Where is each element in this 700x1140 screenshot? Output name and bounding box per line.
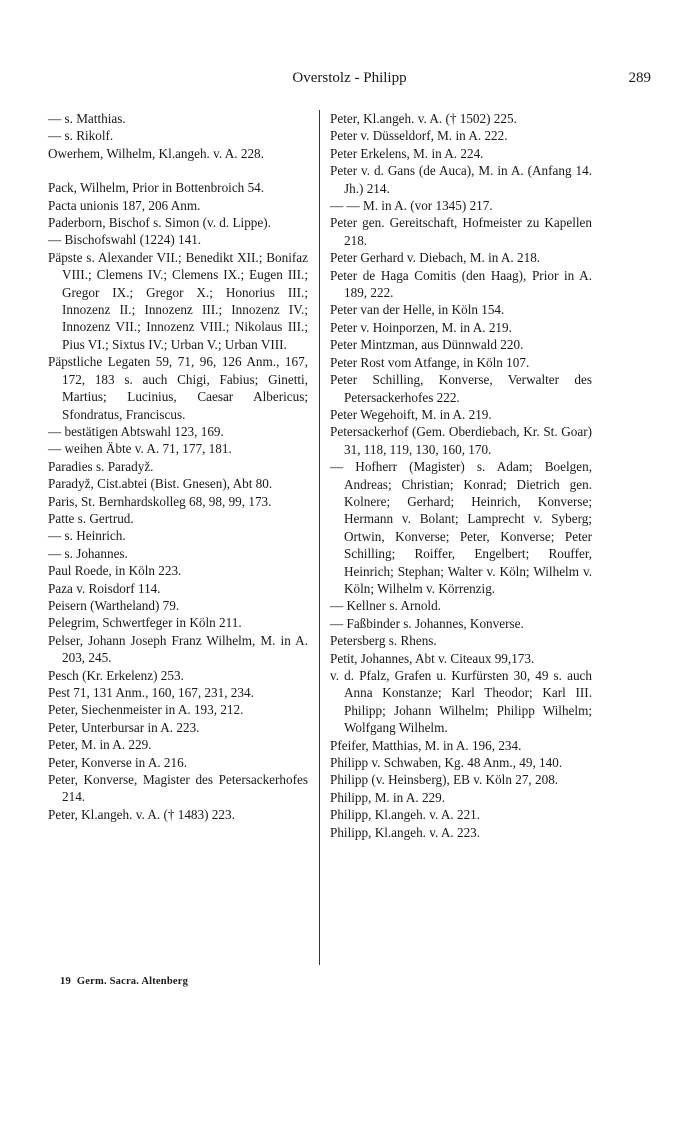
index-entry: Pacta unionis 187, 206 Anm. bbox=[48, 197, 201, 213]
index-entry: Owerhem, Wilhelm, Kl.angeh. v. A. 228. bbox=[48, 145, 264, 161]
index-entry: Peter Rost vom Atfange, in Köln 107. bbox=[330, 354, 530, 370]
index-entry: Peter v. Düsseldorf, M. in A. 222. bbox=[330, 128, 508, 144]
index-entry: Peter Wegehoift, M. in A. 219. bbox=[330, 406, 492, 422]
index-entry: Philipp, Kl.angeh. v. A. 223. bbox=[330, 824, 481, 840]
index-entry: Peter, Kl.angeh. v. A. († 1502) 225. bbox=[330, 111, 517, 126]
section-gap bbox=[48, 162, 308, 179]
index-entry: — Faßbinder s. Johannes, Konverse. bbox=[330, 615, 524, 631]
index-entry: Petit, Johannes, Abt v. Citeaux 99,173. bbox=[330, 650, 535, 666]
index-entry: Peter Schilling, Konverse, Verwalter des Petersackerhofes 222. bbox=[330, 372, 592, 405]
index-entry: Paris, St. Bernhardskolleg 68, 98, 99, 173. bbox=[48, 493, 272, 509]
page-number: 289 bbox=[628, 70, 651, 86]
index-entry: v. d. Pfalz, Grafen u. Kurfürsten 30, 49 s. auch Anna Konstanze; Karl Theodor; Karl III. Philipp; Johann Wilhelm; Philipp Wilhelm; Wolfgang Wilhelm. bbox=[330, 668, 592, 736]
index-entry: — Hofherr (Magister) s. Adam; Boelgen, Andreas; Christian; Konrad; Dietrich gen. Kolnere; Gerhard; Heinrich, Konverse; Hermann v. Bolant; Lamprecht v. Syberg; Ortwin, Konverse; Peter, Konverse; Peter Schilling; Roiffer, Engelbert; Rouffer, Heinrich; Stephan; Walter v. Köln; Wilhelm v. Köln; Wilhelm v. Körrenzig. bbox=[330, 459, 592, 596]
printer-signature-footer bbox=[60, 976, 188, 987]
index-entry: — Kellner s. Arnold. bbox=[330, 598, 441, 614]
index-entry: Peter, Konverse, Magister des Petersackerhofes 214. bbox=[48, 772, 308, 805]
index-entry: Pelegrim, Schwertfeger in Köln 211. bbox=[48, 615, 242, 631]
index-entry: — s. Rikolf. bbox=[48, 128, 114, 144]
index-entry: Päpste s. Alexander VII.; Benedikt XII.; Bonifaz VIII.; Clemens IV.; Clemens IX.; Eugen III.; Gregor IX.; Gregor X.; Honorius III.; Innozenz II.; Innozenz III.; Innozenz IV.; Innozenz VII.; Innozenz VIII.; Nikolaus III.; Pius VI.; Sixtus IV.; Urban V.; Urban VIII. bbox=[48, 249, 308, 352]
index-entry: Pest 71, 131 Anm., 160, 167, 231, 234. bbox=[48, 685, 254, 700]
index-entry: Pesch (Kr. Erkelenz) 253. bbox=[48, 667, 184, 683]
index-entry: Philipp (v. Heinsberg), EB v. Köln 27, 208. bbox=[330, 772, 559, 788]
index-entry: — Bischofswahl (1224) 141. bbox=[48, 232, 202, 248]
index-entry: Philipp, Kl.angeh. v. A. 221. bbox=[330, 807, 481, 823]
index-entry: Paradies s. Paradyž. bbox=[48, 458, 154, 474]
index-entry: — bestätigen Abtswahl 123, 169. bbox=[48, 423, 224, 439]
index-entry: Peter Erkelens, M. in A. 224. bbox=[330, 145, 484, 161]
index-entry: Petersberg s. Rhens. bbox=[330, 633, 437, 649]
index-entry: Peter, M. in A. 229. bbox=[48, 737, 152, 753]
index-entry: Peter, Kl.angeh. v. A. († 1483) 223. bbox=[48, 806, 235, 822]
index-entry: Paul Roede, in Köln 223. bbox=[48, 563, 182, 579]
index-entry: Peter v. d. Gans (de Auca), M. in A. (Anfang 14. Jh.) 214. bbox=[330, 163, 592, 196]
index-entry: Petersackerhof (Gem. Oberdiebach, Kr. St. Goar) 31, 118, 119, 130, 160, 170. bbox=[330, 424, 592, 457]
index-entry: Pack, Wilhelm, Prior in Bottenbroich 54. bbox=[48, 180, 265, 196]
index-entry: Peter, Unterbursar in A. 223. bbox=[48, 719, 200, 735]
index-entry: Patte s. Gertrud. bbox=[48, 510, 134, 526]
index-entry: Peter Mintzman, aus Dünnwald 220. bbox=[330, 337, 524, 353]
index-entry: Peter v. Hoinporzen, M. in A. 219. bbox=[330, 319, 512, 335]
index-entry: Peisern (Wartheland) 79. bbox=[48, 597, 180, 613]
running-header bbox=[48, 70, 651, 92]
index-entry: — weihen Äbte v. A. 71, 177, 181. bbox=[48, 441, 232, 457]
footer-text: Germ. Sacra. Altenberg bbox=[76, 976, 189, 987]
index-entry: — s. Johannes. bbox=[48, 545, 128, 561]
signature-mark: 19 bbox=[60, 976, 71, 987]
index-entry: Pelser, Johann Joseph Franz Wilhelm, M. in A. 203, 245. bbox=[48, 632, 308, 666]
index-entry: Peter van der Helle, in Köln 154. bbox=[330, 302, 505, 318]
index-entry: Peter, Konverse in A. 216. bbox=[48, 754, 188, 770]
index-entry: Philipp v. Schwaben, Kg. 48 Anm., 49, 140. bbox=[330, 755, 563, 771]
index-entry: Peter de Haga Comitis (den Haag), Prior in A. 189, 222. bbox=[330, 267, 592, 301]
index-entry: — s. Matthias. bbox=[48, 111, 126, 126]
header-title: Overstolz - Philipp bbox=[292, 70, 407, 86]
index-entry: Philipp, M. in A. 229. bbox=[330, 789, 446, 805]
index-entry: Paderborn, Bischof s. Simon (v. d. Lippe). bbox=[48, 215, 271, 231]
index-entry: — — M. in A. (vor 1345) 217. bbox=[330, 198, 493, 214]
column-divider bbox=[319, 110, 320, 965]
index-entry: Peter Gerhard v. Diebach, M. in A. 218. bbox=[330, 250, 541, 266]
index-entry: Pfeifer, Matthias, M. in A. 196, 234. bbox=[330, 737, 522, 753]
index-entry: Paza v. Roisdorf 114. bbox=[48, 580, 161, 596]
index-column-left bbox=[48, 110, 308, 823]
index-entry: — s. Heinrich. bbox=[48, 528, 126, 544]
index-column-right bbox=[330, 110, 592, 841]
index-entry: Paradyž, Cist.abtei (Bist. Gnesen), Abt 80. bbox=[48, 476, 273, 492]
index-entry: Peter, Siechenmeister in A. 193, 212. bbox=[48, 702, 244, 718]
index-entry: Päpstliche Legaten 59, 71, 96, 126 Anm., 167, 172, 183 s. auch Chigi, Fabius; Ginetti, Martius; Lucinius, Caesar Albericus; Sfondratus, Franciscus. bbox=[48, 354, 308, 422]
index-entry: Peter gen. Gereitschaft, Hofmeister zu Kapellen 218. bbox=[330, 215, 592, 248]
